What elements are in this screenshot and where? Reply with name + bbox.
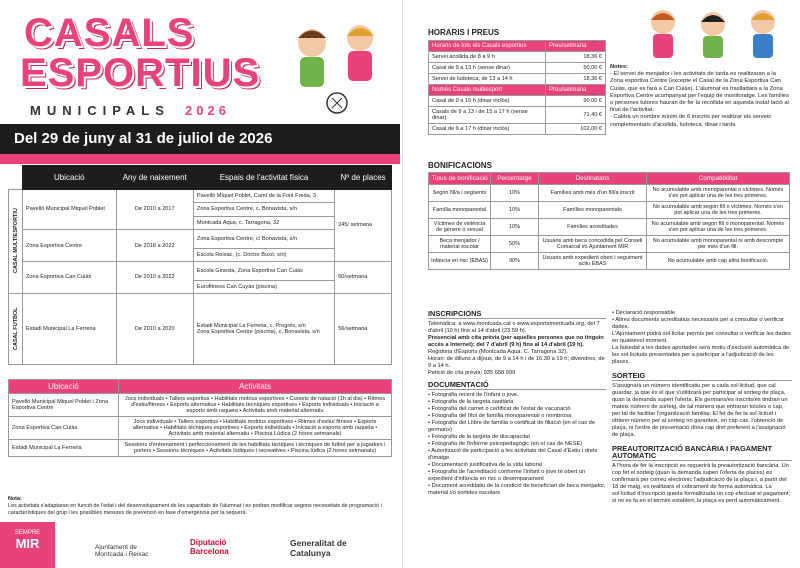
sempre-mir-logo: SEMPRE MIR <box>0 522 55 568</box>
table-row: Montcada Aqua, c. Tarragona, 32 <box>9 216 392 229</box>
kids-illustration <box>282 8 392 118</box>
places-a: 245/ setmana <box>335 189 392 261</box>
table-row: Zona Esportiva Can Cuiàs Jocs individuals • Tallers esportius • Habilitats motrius esportives • Ritmes d'estiu/ fitness • Esports alternatius • Habilitats tècniques esportives • Esports individuals • Iniciació a esports amb raqueta • Activitats amb material alternatiu • Piscina Lúdica (2 hores setmanals) <box>9 417 392 440</box>
places-b: 50/setmana <box>335 261 392 293</box>
table-row: Casal de 9 a 17 h (dinar inclòs) 102,00 € <box>429 124 606 135</box>
horaris-table: Horaris de tots els Casals esportius Preu/setmana Servei acollida de 8 a 9 h 18,36 € Casal de 9 a 13 h (sense dinar) 50,00 € Servei de ludoteca, de 13 a 14 h 18,36 € Només Casals multiesport Preu/setmana Casal de 9 a 15 h (dinar inclòs) 90,00 € Casals de 9 a 13 i de 15 a 17 h (sense dinar) 71,40 € Casal de 9 a 17 h (dinar inclòs) 102,00 € <box>428 40 606 135</box>
group-futbol: CASAL FUTBOL <box>9 293 23 364</box>
table-row: Pavelló Municipal Miquel Poblet i Zona Esportiva Centre Jocs individuals • Tallers esportius • Habilitats motrius esportives • Cursets de natació (1h al dia) • Ritmes d'estiu/fitness • Esports alternatius • Habilitats tècniques esportives • Esports individuals • Iniciació a esports amb raqueta • Activitats amb material alternatiu <box>9 394 392 417</box>
col-any: Any de naixement <box>116 166 193 190</box>
table-row: Zona Esportiva Can Cuiàs De 2010 a 2022 Escola Ginesta, Zona Esportiva Can Cuiàs 50/setmana <box>9 261 392 280</box>
group-multiesport: CASAL MULTIESPORTIU <box>9 189 23 293</box>
table-row: Casal de 9 a 15 h (dinar inclòs) 90,00 € <box>429 96 606 107</box>
table-row: Zona Esportiva Centre De 2018 a 2022 Zona Esportiva Centre, c/ Bonavista, s/n <box>9 230 392 249</box>
col-places: Nº de places <box>335 166 392 190</box>
title-municipals: MUNICIPALS <box>30 103 170 118</box>
kids-illustration-right <box>633 2 798 62</box>
col3-section: • Declaració responsable • Altres documents acreditatius necessaris per a consultar o verificar dades. L'Ajuntament podrà sol·licitar permís per consultar o verificar les dades en qualsevol moment. La falsedat a les dades aportades serà motiu d'exclusió automàtica de les sol·licituds presentades per a participar a l'adjudicació de les places. SORTEIG S'assignarà un número identificatiu per a cada sol·licitud, que cal guardar, ja que és el que s'utilitzarà per participar al sorteig de plaça, quan la demanda superi l'oferta. Els germans/es inscrits/es tindran un mateix número de sorteig, de tal manera que entraran tots/es o cap, per tal de facilitar l'organització familiar. El fet de fer la sol·licitud i obtenir número per al sorteig no garanteix, en cap cas, l'obtenció de plaça, ni l'ordre de presentació dóna cap dret preferent a l'assignació de plaça. PREAUTORITZACIÓ BANCÀRIA I PAGAMENT AUTOMÀTIC A l'hora de fer la inscripció es requerirà la preautorització bancària. Un cop fet el sorteig (quan la demanda superi l'oferta de places) es confirmarà per correu electrònic l'adjudicació de la plaça i, a partir del 18 de maig, es realitzarà el cobrament de forma automàtica. La sol·licitud d'inscripció queda formalitzada un cop efectuat el pagament; si no es fa en el termini establert, la plaça es perd automàticament. <box>612 310 791 504</box>
table-row: Víctimes de violència de gènere o sexual 10% Famílies acreditades No acumulable amb segon fill o monoparental. Només s'en pot aplicar una de les tres primeres. <box>429 219 790 236</box>
generalitat-logo: Generalitat de Catalunya <box>290 538 347 558</box>
table-row: Beca menjador / material escolar 50% Usuaris amb beca concedida pel Consell Comarcal i/o Ajuntament MIR No acumulable amb monoparental ni amb descompte per més d'un fill. <box>429 236 790 253</box>
table-row: CASAL MULTIESPORTIU Pavelló Municipal Miquel Poblet De 2010 a 2017 Pavelló Miquel Poblet, Camí de la Font Freda, 3 245/ setmana <box>9 189 392 202</box>
table-row: Eurofitness Can Cuyàs (piscina) <box>9 280 392 293</box>
table-row: Família monoparental 10% Famílies monoparentals No acumulable amb segon fill o víctimes. Només s'en pot aplicar una de les tres primeres. <box>429 202 790 219</box>
places-c: 56/setmana <box>335 293 392 364</box>
table-row: Casals de 9 a 13 i de 15 a 17 h (sense dinar) 71,40 € <box>429 107 606 124</box>
table-row: Infància en risc (EBAS) 90% Usuaris amb expedient obert i seguiment actiu EBAS No acumulable amb cap altra bonificació. <box>429 253 790 270</box>
col-espais: Espais de l'activitat física <box>193 166 334 190</box>
horaris-title: HORARIS I PREUS <box>428 28 500 37</box>
title-esportius: ESPORTIUS <box>20 51 261 95</box>
title-year: 2026 <box>185 103 230 118</box>
col-ubicacio: Ubicació <box>23 166 117 190</box>
date-band: Del 29 de juny al 31 de juliol de 2026 <box>0 124 400 154</box>
table-row: Estadi Municipal La Ferreria Sessions d'entrenament i perfeccionament de les habilitats tàctiques i tècniques de futbol per a jugadors i porters • Sessions tècniques • Activitats lúdiques i recreatives • Piscina lúdica (2 hores setmanals) <box>9 440 392 457</box>
table-row: Escola Reixac, (c. Doctor Buxó, s/n) <box>9 248 392 261</box>
pink-band <box>0 154 400 164</box>
horaris-notes: Notes: - El servei de menjador i les activitats de tarda es realitzaran a la Zona esportiva Centre (excepte el Casal de la Zona Esportiva Can Cuiàs, que es farà a Can Cuiàs). L'alumnat es traslladarà a la Zona Esportiva Centre acompanyat per l'equip de monitoratge. Les famílies o persones tutores hauran de fer la recollida en aquesta instal·lació al final de l'activitat. - Caldrà un nombre mínim de 6 inscrits per realitzar els serveis complementaris d'acollida, ludoteca, dinar i tarda <box>610 64 789 128</box>
table-row: Zona Esportiva Centre, c. Bonavista, s/n <box>9 203 392 216</box>
bonificacions-table: Tipus de bonificació Percentatge Destinataris Compatibilitat Segon fill/a i següents 10% Famílies amb més d'un fill/a inscrit No acumulable amb monoparental o víctimes. Només s'en pot aplicar una de les tres primeres. Família monoparental 10% Famílies monoparentals No acumulable amb segon fill o víctimes. Només s'en pot aplicar una de les tres primeres. Víctimes de violència de gènere o sexual 10% Famílies acreditades No acumulable amb segon fill o monoparental. Només s'en pot aplicar una de les tres primeres. Beca menjador / material escolar 50% Usuaris amb beca concedida pel Consell Comarcal i/o Ajuntament MIR No acumulable amb monoparental ni amb descompte per més d'un fill. Infància en risc (EBAS) 90% Usuaris amb expedient obert i seguiment actiu EBAS No acumulable amb cap altra bonificació. <box>428 172 790 270</box>
table-row: Servei acollida de 8 a 9 h 18,36 € <box>429 52 606 63</box>
table-row: Segon fill/a i següents 10% Famílies amb més d'un fill/a inscrit No acumulable amb monoparental o víctimes. Només s'en pot aplicar una de les tres primeres. <box>429 185 790 202</box>
places-table <box>8 165 392 365</box>
ajuntament-logo: Ajuntament de Montcada i Reixac <box>95 544 149 558</box>
activities-table: Ubicació Activitats Pavelló Municipal Miquel Poblet i Zona Esportiva Centre Jocs individuals • Tallers esportius • Habilitats motrius esportives • Cursets de natació (1h al dia) • Ritmes d'estiu/fitness • Esports alternatius • Habilitats tècniques esportives • Esports individuals • Iniciació a esports amb raqueta • Activitats amb material alternatiu Zona Esportiva Can Cuiàs Jocs individuals • Tallers esportius • Habilitats motrius esportives • Ritmes d'estiu/ fitness • Esports alternatius • Habilitats tècniques esportives • Esports individuals • Iniciació a esports amb raqueta • Activitats amb material alternatiu • Piscina Lúdica (2 hores setmanals) Estadi Municipal La Ferreria Sessions d'entrenament i perfeccionament de les habilitats tàctiques i tècniques de futbol per a jugadors i porters • Sessions tècniques • Activitats lúdiques i recreatives • Piscina lúdica (2 hores setmanals) <box>8 379 392 457</box>
title-casals: CASALS <box>24 11 195 55</box>
table-row: Casal de 9 a 13 h (sense dinar) 50,00 € <box>429 63 606 74</box>
bonificacions-title: BONIFICACIONS <box>428 161 492 170</box>
table-row: Servei de ludoteca, de 13 a 14 h 18,36 € <box>429 74 606 85</box>
table-row: CASAL FUTBOL Estadi Municipal La Ferreria De 2010 a 2020 Estadi Municipal La Ferreria, c. Progrés, s/n Zona Esportiva Centre (piscina), c. Bonavista, s/n 56/setmana <box>9 293 392 364</box>
nota: Nota: Les activitats s'adaptaran en funció de l'edat i del desenvolupament de les capacitats de l'alumnat i es podran modificar segons necessitats de programació i característiques del grup i les possibles mesures de prevenció en fase d'emergència per la sequera. <box>8 496 382 516</box>
diputacio-logo: Diputació Barcelona <box>190 538 229 556</box>
inscripcions-section: INSCRIPCIONS Telemàtica: a www.montcada.cat o www.esportsmontcada.org, del 7 d'abril (10 h) fins al 14 d'abril (23.59 h). Presencial amb cita prèvia (per aquelles persones que no tinguin accés a Internet): del 7 d'abril (9 h) fins al 14 d'abril (19 h). Regidoria d'Esports (Montcada Aqua. C. Tarragona 32), Horari: de dilluns a dijous, de 9 a 14 h i de 16.30 a 19 h; divendres, de 9 a 14 h. Petició de cita prèvia: 935 650 999 DOCUMENTACIÓ • Fotografia recent de l'infant o jove. • Fotografia de la targeta sanitària • Fotografia del carnet o certificat de l'estat de vacunació • Fotografia del títol de família monoparental o nombrosa • Fotografia del Llibre de família o certificat de filiació (en el cas de germans) • Fotografia de la targeta de discapacitat • Fotografia de l'informe psicopedagògic (en el cas de NESE) • Autorització de participació a les activitats del Casal d'Estiu i drets d'imatge • Documentació justificativa de la vida laboral • Fotografia de l'acreditació conforme l'infant o jove té obert un expedient d'infància en risc o desemparament • Document acreditatiu de la condició de beneficiari de beca menjador, material i/o sortides escolars <box>428 309 606 496</box>
